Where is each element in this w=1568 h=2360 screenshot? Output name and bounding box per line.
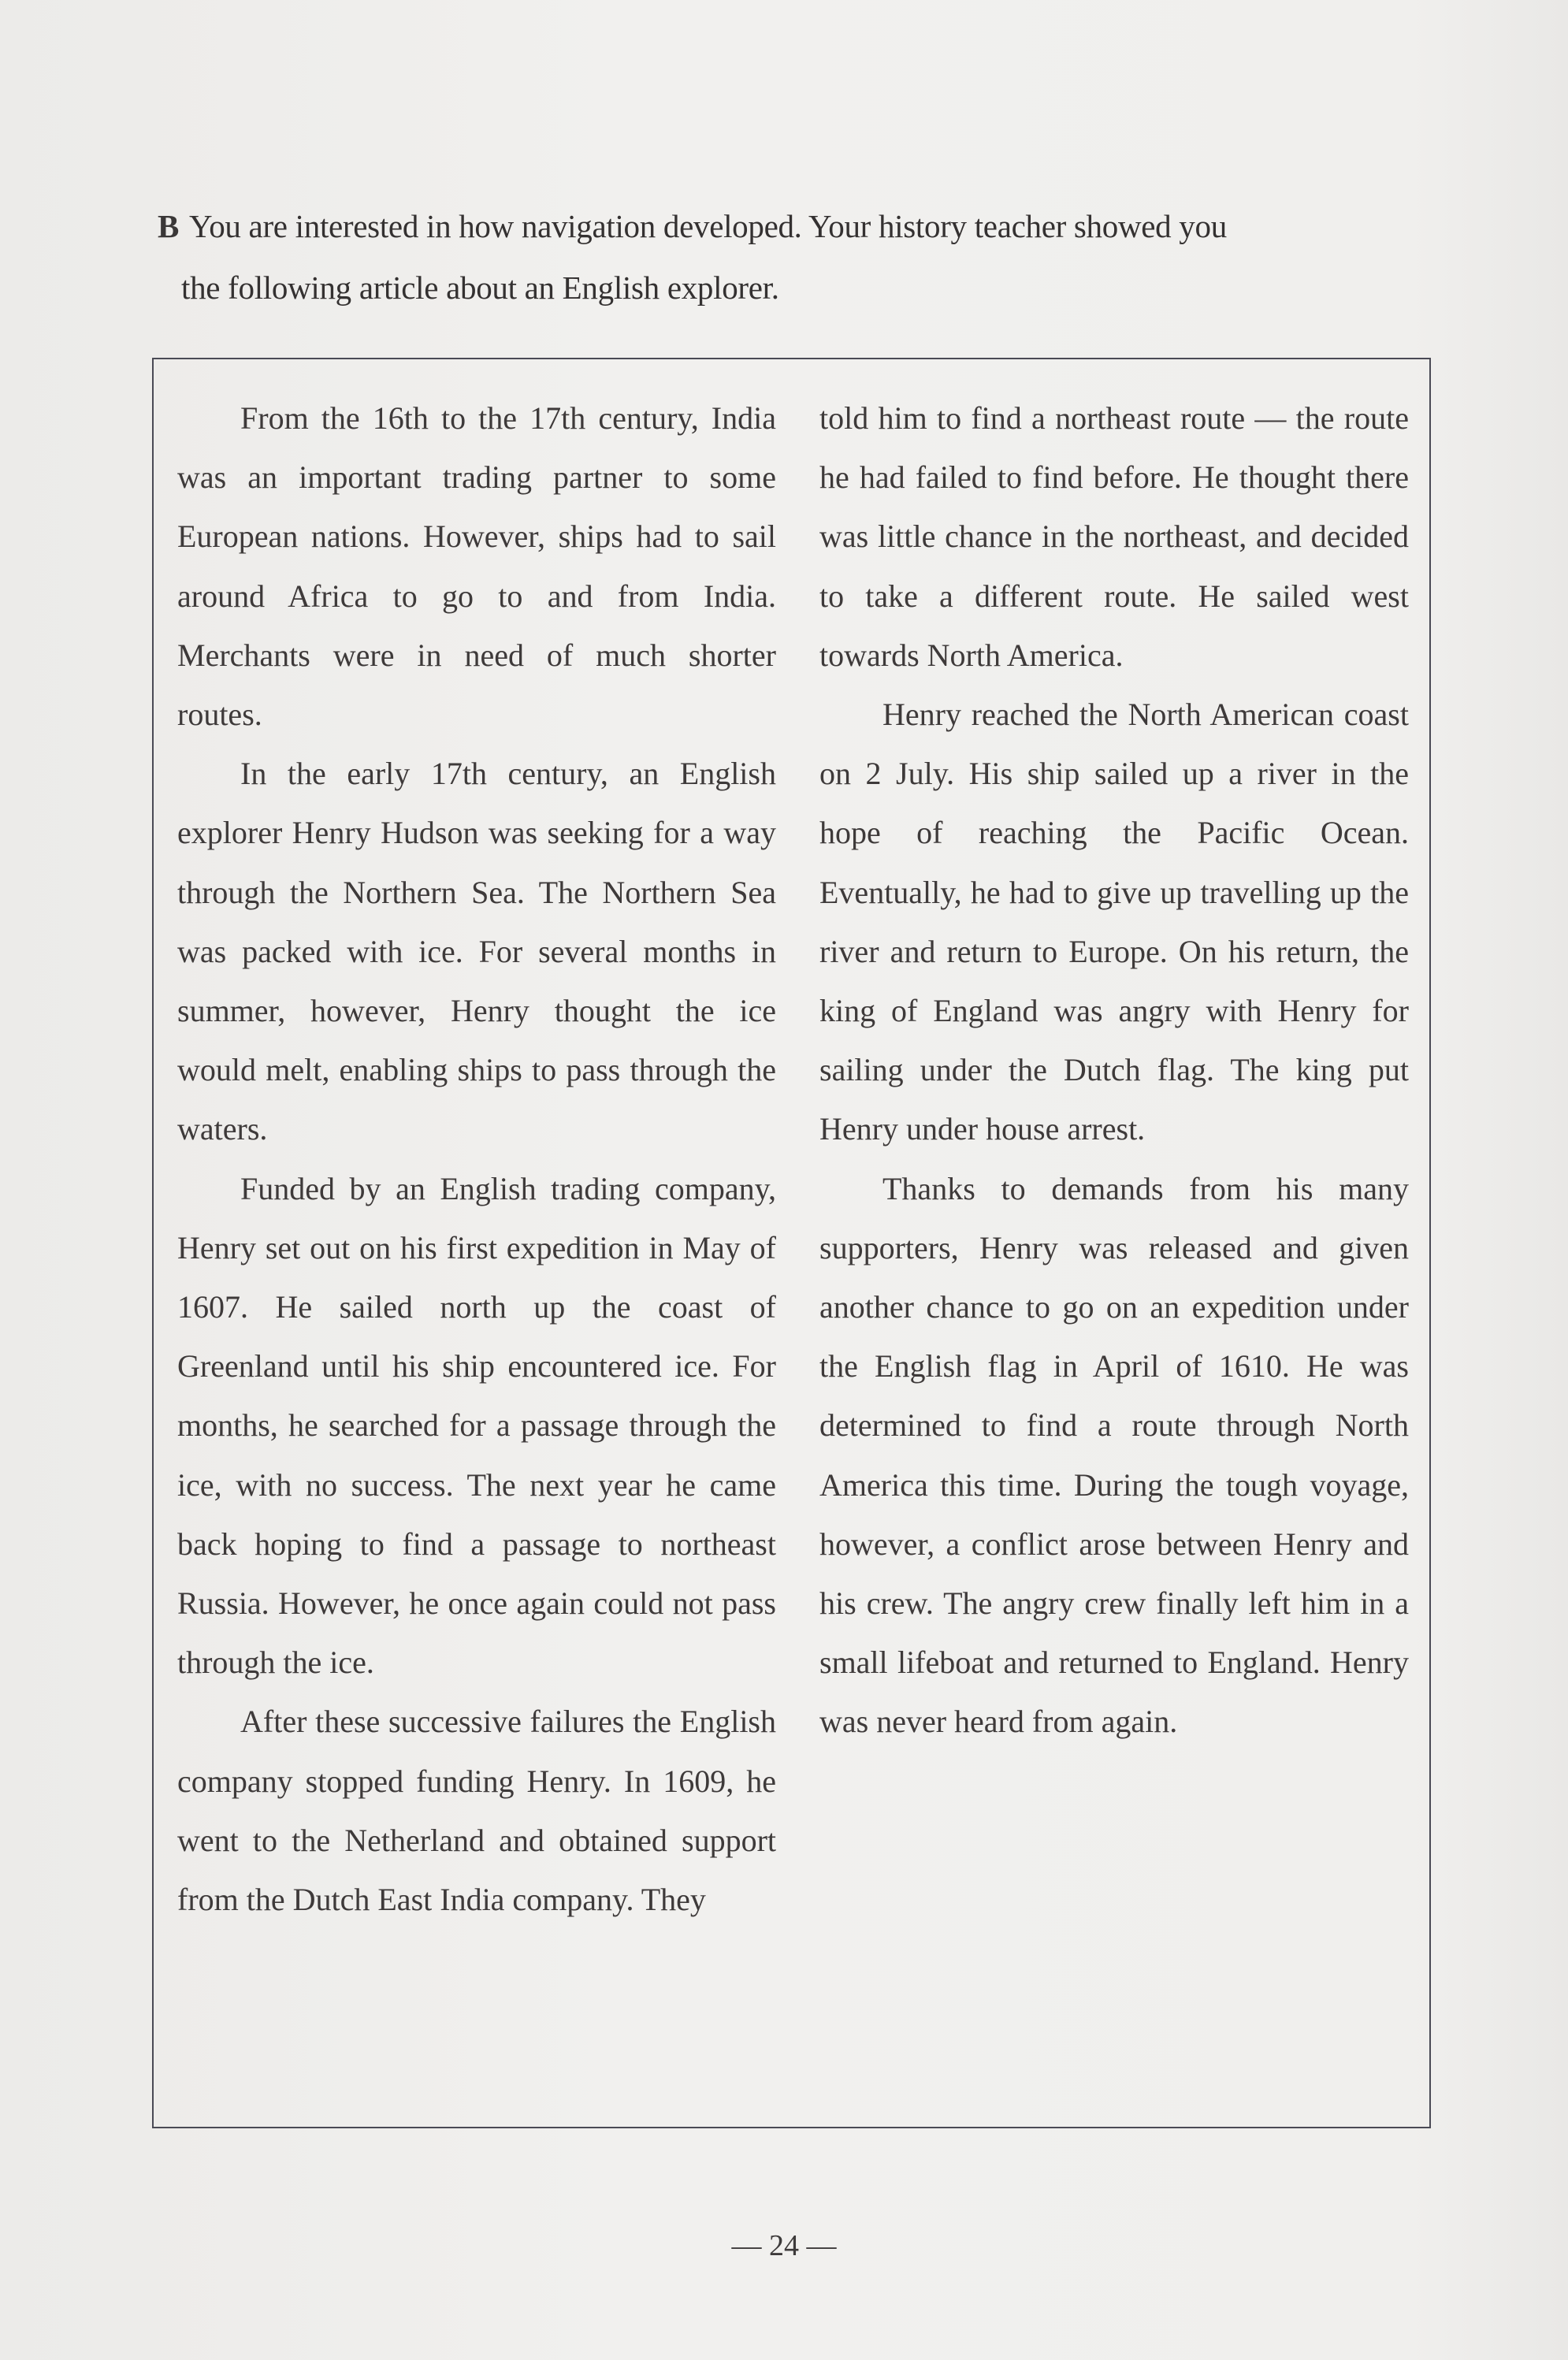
intro-line-2: the following article about an English explorer. [181, 269, 779, 306]
article-left-column [177, 388, 776, 1929]
article-paragraph-continuation: told him to find a northeast route — the route he had failed to find before. He thought there was little chance in the northeast, and decided to take a different route. He sailed west towards North America. [819, 400, 1409, 673]
question-label: B [158, 208, 180, 244]
article-paragraph: In the early 17th century, an English explorer Henry Hudson was seeking for a way through the Northern Sea. The Northern Sea was packed with ice. For several months in summer, however, Henry thought the ice would melt, enabling ships to pass through the waters. [177, 756, 776, 1147]
article-paragraph: Funded by an English trading company, Henry set out on his first expedition in May of 1607. He sailed north up the coast of Greenland until his ship encountered ice. For months, he searched for a passage through the ice, with no success. The next year he came back hoping to find a passage to northeast Russia. However, he once again could not pass through the ice. [177, 1170, 776, 1681]
article-right-column [819, 388, 1409, 1752]
question-intro [158, 195, 1442, 318]
article-paragraph: Henry reached the North American coast on 2 July. His ship sailed up a river in the hope of reaching the Pacific Ocean. Eventually, he had to give up travelling up the river and return to Europe. On his return, the king of England was angry with Henry for sailing under the Dutch flag. The king put Henry under house arrest. [819, 697, 1409, 1147]
article-paragraph: Thanks to demands from his many supporters, Henry was released and given another chance to go on an expedition under the English flag in April of 1610. He was determined to find a route through North America this time. During the tough voyage, however, a conflict arose between Henry and his crew. The angry crew finally left him in a small lifeboat and returned to England. Henry was never heard from again. [819, 1170, 1409, 1740]
article-box [152, 358, 1431, 2128]
intro-text-1: You are interested in how navigation developed. Your history teacher showed you [189, 208, 1227, 244]
article-paragraph: After these successive failures the English company stopped funding Henry. In 1609, he went to the Netherland and obtained support from the Dutch East India company. They [177, 1704, 776, 1918]
page-number: — 24 — [731, 2229, 837, 2262]
article-paragraph: From the 16th to the 17th century, India was an important trading partner to some European nations. However, ships had to sail around Africa to go to and from India. Merchants were in need of much shorter routes. [177, 400, 776, 733]
intro-line-1 [158, 195, 1442, 257]
